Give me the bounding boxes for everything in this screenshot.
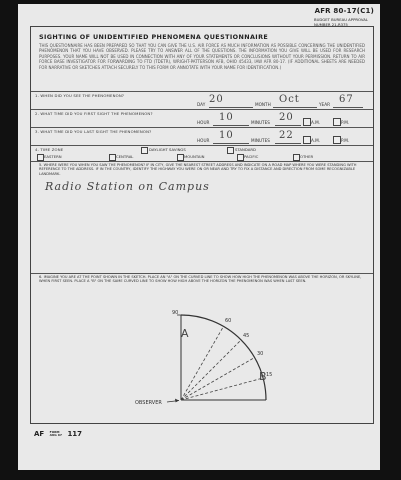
- standard-label: STANDARD: [235, 147, 256, 152]
- angle-label-30: 30: [257, 351, 264, 357]
- first-am-label: A.M.: [311, 120, 321, 125]
- first-minutes-line: [275, 125, 301, 126]
- budget-line1: BUDGET BUREAU APPROVAL: [314, 17, 368, 22]
- first-pm-checkbox[interactable]: [333, 118, 341, 126]
- question-1: [31, 91, 373, 110]
- other-checkbox[interactable]: [293, 154, 300, 161]
- question-5: [31, 161, 373, 274]
- day-label: DAY: [197, 102, 206, 107]
- day-value[interactable]: 20: [209, 94, 224, 105]
- eastern-label: EASTERN: [44, 154, 62, 159]
- question-2: [31, 109, 373, 128]
- form-footer: [34, 430, 82, 438]
- last-pm-label: P.M.: [341, 138, 350, 143]
- angle-label-60: 60: [225, 318, 232, 324]
- first-am-checkbox[interactable]: [303, 118, 311, 126]
- mountain-checkbox[interactable]: [177, 154, 184, 161]
- budget-line2: NUMBER 21-R375: [314, 21, 348, 27]
- mark-b[interactable]: B: [259, 370, 267, 383]
- mark-a[interactable]: A: [181, 327, 189, 340]
- form-title: SIGHTING OF UNIDENTIFIED PHENOMENA QUESTIONNAIRE: [39, 33, 269, 41]
- last-hour-label: HOUR: [197, 138, 210, 143]
- form-regulation-number: AFR 80-17(C1): [314, 7, 374, 15]
- year-label: YEAR: [319, 102, 330, 107]
- question-5-label: 5. WHERE WERE YOU WHEN YOU SAW THE PHENOMENON? IF IN CITY, GIVE THE NEAREST STREET ADDRESS AND INDICATE ON A ROAD MAP WHERE YOU WERE STANDING WITH REFERENCE TO THE ADDRESS. IF IN THE COUNTRY, IDENTIFY THE HIGHWAY YOU WERE ON OR NEAR AND TRY TO FIX A DISTANCE AND DIRECTION FROM SOME RECOGNIZABLE LANDMARK.: [39, 163, 357, 176]
- month-value[interactable]: Oct: [279, 94, 300, 105]
- angle-label-90: 90: [172, 310, 179, 316]
- daylight-label: DAYLIGHT SAVINGS: [149, 147, 186, 152]
- last-minutes-label: MINUTES: [251, 138, 270, 143]
- last-hour-value[interactable]: 10: [219, 130, 234, 141]
- last-am-label: A.M.: [311, 138, 321, 143]
- footer-date: AUG 67: [49, 433, 62, 437]
- first-pm-label: P.M.: [341, 120, 350, 125]
- day-line: [209, 107, 253, 108]
- last-hour-line: [213, 143, 249, 144]
- question-4-label: 4. TIME ZONE: [35, 147, 64, 152]
- angle-label-45: 45: [243, 333, 250, 339]
- year-value[interactable]: 67: [339, 94, 354, 105]
- question-1-label: 1. WHEN DID YOU SEE THE PHENOMENON?: [35, 93, 125, 98]
- question-3: [31, 127, 373, 146]
- mountain-label: MOUNTAIN: [184, 154, 205, 159]
- observer-arrowhead: [175, 399, 179, 403]
- first-hour-value[interactable]: 10: [219, 112, 234, 123]
- angle-line-45: [181, 340, 241, 400]
- question-4: [31, 145, 373, 162]
- last-minutes-value[interactable]: 22: [279, 130, 294, 141]
- last-am-checkbox[interactable]: [303, 136, 311, 144]
- form-body: [30, 26, 374, 424]
- angle-line-15: [181, 378, 263, 400]
- first-minutes-value[interactable]: 20: [279, 112, 294, 123]
- first-minutes-label: MINUTES: [251, 120, 270, 125]
- angle-line-30: [181, 358, 255, 401]
- other-label: OTHER: [300, 154, 314, 159]
- month-label: MONTH: [255, 102, 271, 107]
- footer-form-word: FORM: [49, 430, 60, 434]
- angle-label-15: 15: [266, 372, 273, 378]
- pacific-label: PACIFIC: [244, 154, 259, 159]
- daylight-checkbox[interactable]: [141, 147, 148, 154]
- central-label: CENTRAL: [116, 154, 134, 159]
- first-hour-label: HOUR: [197, 120, 210, 125]
- central-checkbox[interactable]: [109, 154, 116, 161]
- form-intro: THIS QUESTIONNAIRE HAS BEEN PREPARED SO THAT YOU CAN GIVE THE U.S. AIR FORCE AS MUCH INFORMATION AS POSSIBLE CONCERNING THE UNIDENTIFIED PHENOMENON THAT YOU HAVE OBSERVED. PLEASE TRY TO ANSWER ALL OF THE QUESTIONS. THE INFORMATION YOU GIVE WILL BE USED FOR RESEARCH PURPOSES. YOUR NAME WILL NOT BE USED IN CONNECTION WITH ANY OF YOUR STATEMENTS OR CONCLUSIONS WITHOUT YOUR PERMISSION. RETURN TO AIR FORCE BASE INVESTIGATOR FOR FORWARDING TO FTD (TDETR), WRIGHT-PATTERSON AFB, OHIO 45433, IAW AFR 80-17. (IF ADDITIONAL SHEETS ARE NEEDED FOR NARRATIVE OR SKETCHES ATTACH SECURELY TO THIS FORM OR ANNOTATE WITH YOUR NAME FOR IDENTIFICATION.): [39, 43, 365, 70]
- question-6: [31, 273, 373, 424]
- questionnaire-page: [18, 4, 380, 470]
- observer-label: OBSERVER: [135, 400, 162, 406]
- footer-form-date: [50, 431, 62, 437]
- standard-checkbox[interactable]: [227, 147, 234, 154]
- footer-af: AF: [34, 430, 45, 438]
- month-line: [273, 107, 317, 108]
- pacific-checkbox[interactable]: [237, 154, 244, 161]
- eastern-checkbox[interactable]: [37, 154, 44, 161]
- question-3-label: 3. WHAT TIME DID YOU LAST SIGHT THE PHENOMENON?: [35, 129, 152, 134]
- year-line: [333, 107, 363, 108]
- elevation-sketch: [31, 274, 373, 424]
- footer-form-number: 117: [67, 430, 83, 438]
- first-hour-line: [213, 125, 249, 126]
- question-6-label: 6. IMAGINE YOU ARE AT THE POINT SHOWN IN THE SKETCH. PLACE AN "A" ON THE CURVED LINE TO SHOW HOW HIGH THE PHENOMENON WAS ABOVE THE HORIZON, OR SKYLINE, WHEN FIRST SEEN. PLACE A "B" ON THE SAME CURVED LINE TO SHOW HOW HIGH ABOVE THE HORIZON THE PHENOMENON WAS WHEN LAST SEEN.: [39, 275, 362, 284]
- last-minutes-line: [275, 143, 301, 144]
- location-answer[interactable]: Radio Station on Campus: [45, 180, 210, 193]
- last-pm-checkbox[interactable]: [333, 136, 341, 144]
- question-2-label: 2. WHAT TIME DID YOU FIRST SIGHT THE PHENOMENON?: [35, 111, 153, 116]
